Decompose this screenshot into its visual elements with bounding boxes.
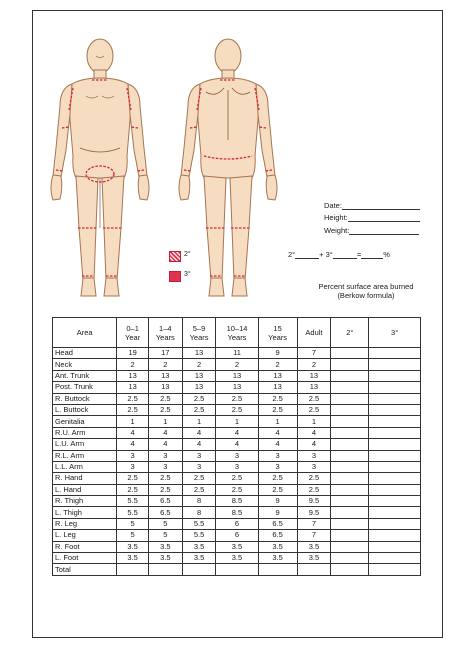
value-cell: 4 bbox=[216, 439, 258, 450]
value-cell: 3 bbox=[148, 461, 182, 472]
area-name-cell: L. Thigh bbox=[53, 507, 117, 518]
column-header-line: 3° bbox=[391, 328, 399, 337]
value-cell: 3.5 bbox=[297, 541, 331, 552]
entry-cell[interactable] bbox=[331, 450, 369, 461]
caption-line-1: Percent surface area burned bbox=[318, 282, 414, 291]
value-cell: 3 bbox=[117, 450, 149, 461]
value-cell: 13 bbox=[297, 370, 331, 381]
value-cell: 2.5 bbox=[258, 404, 297, 415]
entry-cell[interactable] bbox=[331, 530, 369, 541]
area-name-cell: Neck bbox=[53, 359, 117, 370]
value-cell: 9 bbox=[258, 348, 297, 359]
entry-cell[interactable] bbox=[331, 359, 369, 370]
value-cell: 2.5 bbox=[297, 404, 331, 415]
entry-cell[interactable] bbox=[331, 404, 369, 415]
value-cell: 3 bbox=[216, 450, 258, 461]
value-cell: 2.5 bbox=[117, 484, 149, 495]
value-cell: 13 bbox=[216, 382, 258, 393]
formula-percent: % bbox=[383, 250, 390, 259]
front-figure bbox=[51, 39, 149, 296]
entry-cell[interactable] bbox=[369, 348, 421, 359]
entry-cell[interactable] bbox=[331, 439, 369, 450]
table-row bbox=[53, 416, 421, 427]
entry-cell[interactable] bbox=[369, 427, 421, 438]
value-cell: 3.5 bbox=[216, 541, 258, 552]
column-header-line: Area bbox=[76, 328, 93, 337]
value-cell: 6 bbox=[216, 530, 258, 541]
value-cell: 2.5 bbox=[297, 393, 331, 404]
value-cell: 3.5 bbox=[182, 553, 216, 564]
entry-cell[interactable] bbox=[369, 553, 421, 564]
column-header bbox=[182, 318, 216, 348]
column-header-line: 10–14 bbox=[226, 323, 248, 333]
value-cell: 9 bbox=[258, 507, 297, 518]
value-cell: 3 bbox=[258, 450, 297, 461]
value-cell: 3.5 bbox=[216, 553, 258, 564]
value-cell: 5.5 bbox=[117, 507, 149, 518]
height-blank[interactable] bbox=[348, 214, 420, 222]
column-header-line: 1–4 bbox=[159, 323, 172, 333]
value-cell: 4 bbox=[297, 427, 331, 438]
burn-formula bbox=[288, 250, 390, 259]
area-name-cell: R. Thigh bbox=[53, 496, 117, 507]
value-cell: 8.5 bbox=[216, 496, 258, 507]
entry-cell[interactable] bbox=[369, 518, 421, 529]
value-cell: 7 bbox=[297, 530, 331, 541]
column-header-line: Years bbox=[189, 332, 209, 342]
value-cell: 13 bbox=[258, 382, 297, 393]
area-name-cell: R. Foot bbox=[53, 541, 117, 552]
value-cell: 2.5 bbox=[216, 404, 258, 415]
column-header-line: Adult bbox=[305, 328, 323, 337]
value-cell: 4 bbox=[182, 427, 216, 438]
legend-second-degree-swatch bbox=[169, 251, 181, 262]
value-cell: 4 bbox=[148, 439, 182, 450]
entry-cell[interactable] bbox=[331, 427, 369, 438]
value-cell bbox=[148, 564, 182, 575]
value-cell: 3 bbox=[117, 461, 149, 472]
value-cell: 3.5 bbox=[117, 541, 149, 552]
value-cell: 4 bbox=[182, 439, 216, 450]
value-cell: 5 bbox=[117, 530, 149, 541]
value-cell: 2.5 bbox=[148, 393, 182, 404]
value-cell: 6.5 bbox=[258, 518, 297, 529]
value-cell: 13 bbox=[117, 370, 149, 381]
value-cell: 8 bbox=[182, 496, 216, 507]
value-cell: 17 bbox=[148, 348, 182, 359]
height-label: Height: bbox=[324, 213, 348, 222]
formula-blank-3[interactable] bbox=[361, 251, 383, 259]
date-blank[interactable] bbox=[342, 202, 420, 210]
area-name-cell: Genitalia bbox=[53, 416, 117, 427]
value-cell: 4 bbox=[216, 427, 258, 438]
back-figure bbox=[179, 39, 277, 296]
value-cell: 2.5 bbox=[182, 473, 216, 484]
entry-cell[interactable] bbox=[369, 450, 421, 461]
entry-cell[interactable] bbox=[369, 496, 421, 507]
value-cell: 2.5 bbox=[258, 484, 297, 495]
value-cell: 5.5 bbox=[182, 530, 216, 541]
value-cell: 2.5 bbox=[182, 484, 216, 495]
area-name-cell: Post. Trunk bbox=[53, 382, 117, 393]
entry-cell[interactable] bbox=[331, 473, 369, 484]
value-cell: 2.5 bbox=[258, 473, 297, 484]
column-header-line: 5–9 bbox=[192, 323, 206, 333]
entry-cell[interactable] bbox=[369, 473, 421, 484]
value-cell: 2.5 bbox=[117, 393, 149, 404]
area-name-cell: L.U. Arm bbox=[53, 439, 117, 450]
table-row bbox=[53, 359, 421, 370]
entry-cell[interactable] bbox=[369, 541, 421, 552]
value-cell: 8.5 bbox=[216, 507, 258, 518]
value-cell: 3.5 bbox=[258, 541, 297, 552]
formula-plus-third-degree: + 3° bbox=[319, 250, 333, 259]
table-row bbox=[53, 507, 421, 518]
legend-third-degree-swatch bbox=[169, 271, 181, 282]
value-cell: 11 bbox=[216, 348, 258, 359]
body-diagram bbox=[40, 20, 280, 305]
value-cell: 2.5 bbox=[258, 393, 297, 404]
height-field[interactable] bbox=[324, 213, 420, 222]
caption bbox=[296, 282, 436, 300]
entry-cell[interactable] bbox=[331, 541, 369, 552]
value-cell: 2.5 bbox=[117, 404, 149, 415]
table-row bbox=[53, 461, 421, 472]
value-cell: 13 bbox=[182, 370, 216, 381]
value-cell: 2.5 bbox=[148, 404, 182, 415]
value-cell: 1 bbox=[216, 416, 258, 427]
value-cell: 1 bbox=[148, 416, 182, 427]
date-label: Date: bbox=[324, 201, 342, 210]
value-cell: 4 bbox=[148, 427, 182, 438]
column-header-line: Years bbox=[227, 332, 247, 342]
area-name-cell: L.L. Arm bbox=[53, 461, 117, 472]
value-cell: 2.5 bbox=[297, 484, 331, 495]
formula-equals: = bbox=[356, 250, 362, 259]
value-cell bbox=[182, 564, 216, 575]
value-cell: 3 bbox=[258, 461, 297, 472]
column-header-line: 15 bbox=[273, 323, 282, 333]
value-cell: 2 bbox=[258, 359, 297, 370]
column-header bbox=[369, 318, 421, 348]
entry-cell[interactable] bbox=[369, 416, 421, 427]
value-cell: 9.5 bbox=[297, 507, 331, 518]
value-cell: 13 bbox=[148, 382, 182, 393]
value-cell: 13 bbox=[148, 370, 182, 381]
column-header bbox=[216, 318, 258, 348]
column-header bbox=[331, 318, 369, 348]
area-name-cell: R. Buttock bbox=[53, 393, 117, 404]
formula-blank-2[interactable] bbox=[333, 251, 357, 259]
entry-cell[interactable] bbox=[331, 461, 369, 472]
value-cell: 13 bbox=[258, 370, 297, 381]
value-cell: 4 bbox=[117, 439, 149, 450]
value-cell: 2.5 bbox=[216, 473, 258, 484]
value-cell: 6.5 bbox=[258, 530, 297, 541]
entry-cell[interactable] bbox=[331, 416, 369, 427]
entry-cell[interactable] bbox=[331, 553, 369, 564]
value-cell: 6 bbox=[216, 518, 258, 529]
entry-cell[interactable] bbox=[369, 359, 421, 370]
entry-cell[interactable] bbox=[369, 370, 421, 381]
value-cell: 1 bbox=[117, 416, 149, 427]
area-name-cell: L. Hand bbox=[53, 484, 117, 495]
value-cell bbox=[117, 564, 149, 575]
entry-cell[interactable] bbox=[331, 382, 369, 393]
area-name-cell: L. Leg bbox=[53, 530, 117, 541]
area-name-cell: R. Hand bbox=[53, 473, 117, 484]
legend-third-degree-label: 3° bbox=[184, 271, 191, 278]
table-header-row bbox=[53, 318, 421, 348]
value-cell: 3.5 bbox=[117, 553, 149, 564]
entry-cell[interactable] bbox=[369, 530, 421, 541]
caption-line-2: (Berkow formula) bbox=[337, 291, 395, 300]
value-cell: 5 bbox=[117, 518, 149, 529]
value-cell: 3.5 bbox=[182, 541, 216, 552]
value-cell: 3 bbox=[216, 461, 258, 472]
table-row bbox=[53, 439, 421, 450]
entry-cell[interactable] bbox=[369, 484, 421, 495]
value-cell: 4 bbox=[117, 427, 149, 438]
value-cell: 2.5 bbox=[117, 473, 149, 484]
value-cell: 3.5 bbox=[258, 553, 297, 564]
value-cell bbox=[216, 564, 258, 575]
value-cell: 7 bbox=[297, 518, 331, 529]
entry-cell[interactable] bbox=[331, 484, 369, 495]
value-cell: 2 bbox=[297, 359, 331, 370]
value-cell: 8 bbox=[182, 507, 216, 518]
value-cell: 5 bbox=[148, 518, 182, 529]
entry-cell[interactable] bbox=[369, 382, 421, 393]
value-cell: 2.5 bbox=[216, 393, 258, 404]
area-name-cell: Head bbox=[53, 348, 117, 359]
value-cell: 13 bbox=[216, 370, 258, 381]
table-row bbox=[53, 553, 421, 564]
table-row bbox=[53, 450, 421, 461]
value-cell: 1 bbox=[182, 416, 216, 427]
entry-cell[interactable] bbox=[331, 507, 369, 518]
value-cell: 13 bbox=[182, 382, 216, 393]
value-cell: 2 bbox=[182, 359, 216, 370]
entry-cell[interactable] bbox=[331, 496, 369, 507]
column-header-line: Years bbox=[155, 332, 175, 342]
entry-cell[interactable] bbox=[369, 439, 421, 450]
value-cell: 5.5 bbox=[182, 518, 216, 529]
area-name-cell: L. Foot bbox=[53, 553, 117, 564]
area-name-cell: R. Leg bbox=[53, 518, 117, 529]
entry-cell[interactable] bbox=[331, 348, 369, 359]
value-cell: 6.5 bbox=[148, 496, 182, 507]
value-cell: 1 bbox=[297, 416, 331, 427]
table-row bbox=[53, 473, 421, 484]
value-cell: 13 bbox=[297, 382, 331, 393]
column-header bbox=[258, 318, 297, 348]
entry-cell[interactable] bbox=[331, 393, 369, 404]
column-header bbox=[117, 318, 149, 348]
value-cell: 2 bbox=[117, 359, 149, 370]
weight-field[interactable] bbox=[324, 226, 419, 235]
value-cell: 9 bbox=[258, 496, 297, 507]
value-cell: 13 bbox=[182, 348, 216, 359]
column-header bbox=[148, 318, 182, 348]
burn-area-table bbox=[52, 317, 421, 576]
value-cell: 2 bbox=[216, 359, 258, 370]
value-cell: 3 bbox=[148, 450, 182, 461]
entry-cell[interactable] bbox=[369, 404, 421, 415]
date-field[interactable] bbox=[324, 201, 420, 210]
value-cell: 19 bbox=[117, 348, 149, 359]
value-cell: 3.5 bbox=[297, 553, 331, 564]
area-name-cell: Total bbox=[53, 564, 117, 575]
table-row bbox=[53, 496, 421, 507]
entry-cell[interactable] bbox=[369, 507, 421, 518]
value-cell: 13 bbox=[117, 382, 149, 393]
value-cell: 2.5 bbox=[148, 473, 182, 484]
entry-cell[interactable] bbox=[369, 564, 421, 575]
value-cell: 3.5 bbox=[148, 553, 182, 564]
table-row bbox=[53, 404, 421, 415]
table-row bbox=[53, 564, 421, 575]
formula-second-degree: 2° bbox=[288, 250, 296, 259]
column-header-line: Year bbox=[125, 332, 141, 342]
value-cell: 2.5 bbox=[182, 393, 216, 404]
table-row bbox=[53, 541, 421, 552]
value-cell: 2 bbox=[148, 359, 182, 370]
table-row bbox=[53, 484, 421, 495]
entry-cell[interactable] bbox=[369, 393, 421, 404]
column-header-line: Years bbox=[268, 332, 288, 342]
value-cell: 2.5 bbox=[148, 484, 182, 495]
value-cell: 3.5 bbox=[148, 541, 182, 552]
value-cell: 4 bbox=[258, 439, 297, 450]
table-row bbox=[53, 518, 421, 529]
value-cell: 4 bbox=[258, 427, 297, 438]
value-cell: 3 bbox=[182, 461, 216, 472]
column-header-line: 2° bbox=[346, 328, 354, 337]
entry-cell[interactable] bbox=[331, 564, 369, 575]
weight-label: Weight: bbox=[324, 226, 350, 235]
column-header bbox=[53, 318, 117, 348]
entry-cell[interactable] bbox=[331, 370, 369, 381]
table-row bbox=[53, 393, 421, 404]
legend-second-degree-label: 2° bbox=[184, 251, 191, 258]
table-row bbox=[53, 370, 421, 381]
value-cell bbox=[258, 564, 297, 575]
weight-blank[interactable] bbox=[349, 227, 419, 235]
area-name-cell: R.U. Arm bbox=[53, 427, 117, 438]
table-row bbox=[53, 427, 421, 438]
area-name-cell: R.L. Arm bbox=[53, 450, 117, 461]
table-row bbox=[53, 530, 421, 541]
value-cell: 3 bbox=[297, 450, 331, 461]
value-cell: 9.5 bbox=[297, 496, 331, 507]
formula-blank-1[interactable] bbox=[295, 251, 319, 259]
entry-cell[interactable] bbox=[369, 461, 421, 472]
value-cell: 7 bbox=[297, 348, 331, 359]
table-row bbox=[53, 382, 421, 393]
value-cell: 3 bbox=[182, 450, 216, 461]
value-cell: 2.5 bbox=[216, 484, 258, 495]
value-cell: 2.5 bbox=[297, 473, 331, 484]
column-header bbox=[297, 318, 331, 348]
value-cell: 4 bbox=[297, 439, 331, 450]
value-cell: 5.5 bbox=[117, 496, 149, 507]
area-name-cell: L. Buttock bbox=[53, 404, 117, 415]
value-cell: 2.5 bbox=[182, 404, 216, 415]
column-header-line: 0–1 bbox=[126, 323, 139, 333]
entry-cell[interactable] bbox=[331, 518, 369, 529]
value-cell: 6.5 bbox=[148, 507, 182, 518]
area-name-cell: Ant. Trunk bbox=[53, 370, 117, 381]
value-cell: 1 bbox=[258, 416, 297, 427]
value-cell: 5 bbox=[148, 530, 182, 541]
table-row bbox=[53, 348, 421, 359]
value-cell bbox=[297, 564, 331, 575]
value-cell: 3 bbox=[297, 461, 331, 472]
